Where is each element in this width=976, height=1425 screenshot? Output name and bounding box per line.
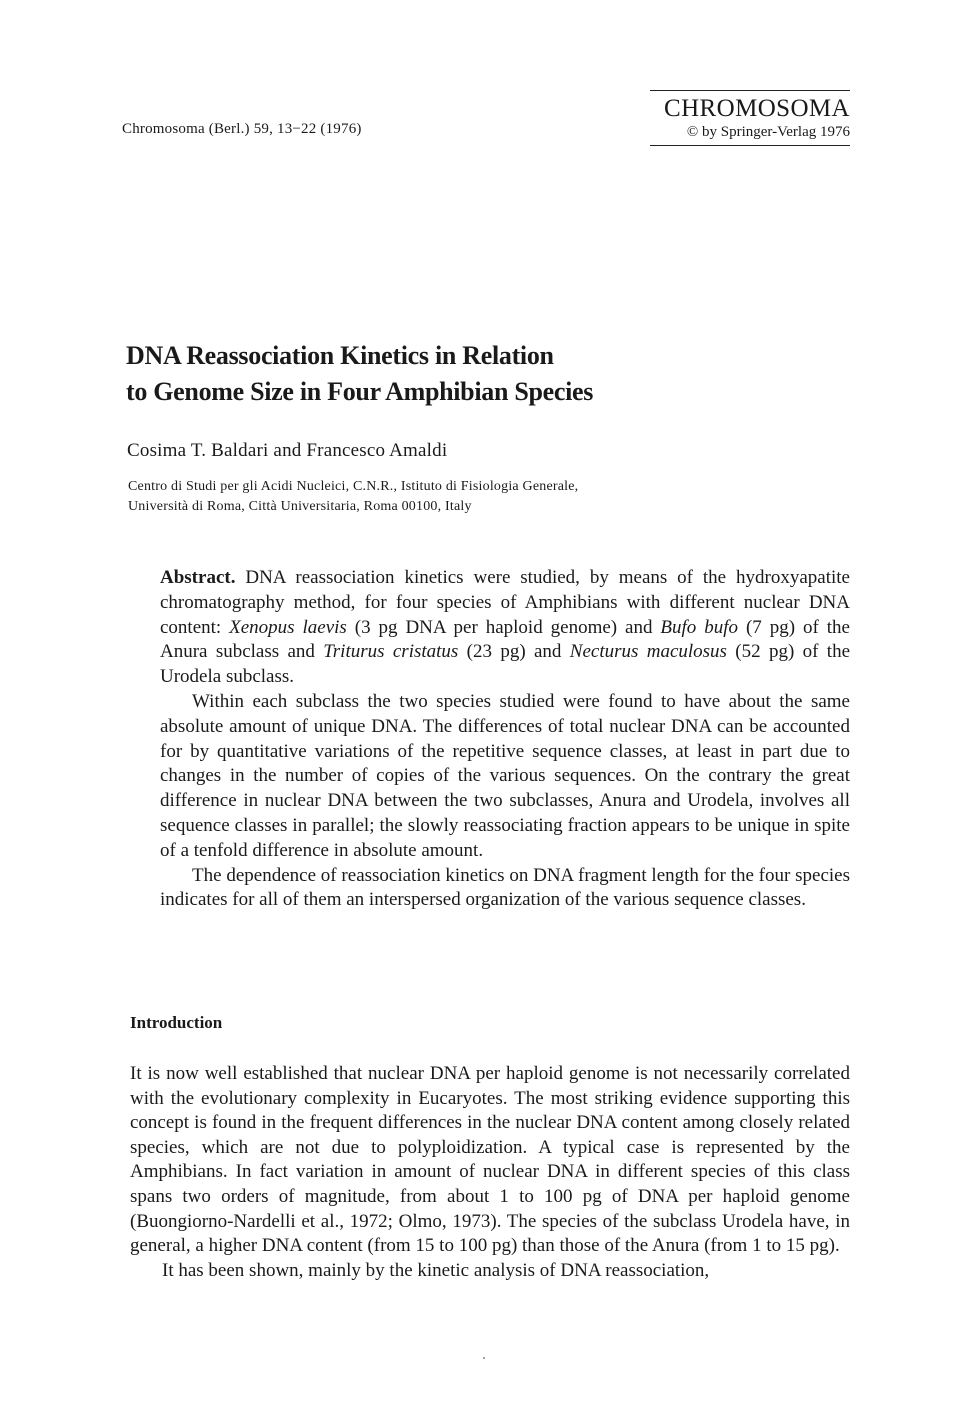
title-line-1: DNA Reassociation Kinetics in Relation	[126, 341, 554, 370]
affiliation-line-1: Centro di Studi per gli Acidi Nucleici, C.N.R., Istituto di Fisiologia Generale,	[128, 479, 579, 494]
introduction-paragraph-2: It has been shown, mainly by the kinetic analysis of DNA reassociation,	[162, 1259, 710, 1281]
abstract-paragraph-2: Within each subclass the two species studied were found to have about the same absolute amount of unique DNA. The differences of total nuclear DNA can be accounted for by quantitative variations of the repetitive sequence classes, at least in part due to changes in the number of copies of the various sequences. On the contrary the great difference in nuclear DNA between the two subclasses, Anura and Urodela, involves all sequence classes in parallel; the slowly reassociating fraction appears to be unique in spite of a tenfold difference in absolute amount.	[160, 690, 850, 861]
author-list: Cosima T. Baldari and Francesco Amaldi	[127, 440, 448, 461]
scan-speck	[483, 1357, 485, 1359]
introduction-body	[130, 1062, 850, 1283]
journal-citation: Chromosoma (Berl.) 59, 13−22 (1976)	[122, 121, 362, 137]
abstract-paragraph-1	[160, 566, 850, 690]
journal-masthead	[650, 90, 850, 146]
publisher-copyright: © by Springer-Verlag 1976	[686, 124, 850, 140]
section-heading-introduction: Introduction	[130, 1013, 223, 1032]
title-line-2: to Genome Size in Four Amphibian Species	[126, 377, 594, 406]
abstract-text: DNA reassociation kinetics were studied, by means of the hydroxyapatite chromatography method, for four species of Amphibians with different nuclear DNA content:	[160, 567, 850, 638]
species-name: Necturus maculosus	[569, 641, 727, 663]
affiliation-line-2: Università di Roma, Città Universitaria, Roma 00100, Italy	[128, 499, 472, 514]
species-name: Bufo bufo	[660, 616, 739, 638]
introduction-paragraph-1: It is now well established that nuclear DNA per haploid genome is not necessarily correlated with the evolutionary complexity in Eucaryotes. The most striking evidence supporting this concept is found in the frequent differences in the nuclear DNA content among closely related species, which are not due to polyploidization. A typical case is represented by the Amphibians. In fact variation in amount of nuclear DNA in different species of this class spans two orders of magnitude, from about 1 to 100 pg of DNA per haploid genome (Buongiorno-Nardelli et al., 1972; Olmo, 1973). The species of the subclass Urodela have, in general, a higher DNA content (from 15 to 100 pg) than those of the Anura (from 1 to 15 pg).	[130, 1063, 850, 1257]
abstract-text: (3 pg DNA per haploid genome) and	[346, 616, 661, 638]
author-affiliation	[128, 477, 578, 517]
abstract-text: (52 pg) of the Urodela subclass.	[160, 641, 851, 688]
journal-name: CHROMOSOMA	[664, 95, 850, 122]
species-name: Triturus cristatus	[323, 641, 459, 663]
paper-title	[126, 338, 846, 410]
abstract-label: Abstract.	[160, 567, 236, 588]
abstract-paragraph-3: The dependence of reassociation kinetics on DNA fragment length for the four species indicates for all of them an interspersed organization of the various sequence classes.	[160, 864, 850, 911]
abstract-text: (7 pg) of the Anura subclass and	[160, 616, 850, 663]
abstract	[160, 566, 850, 913]
species-name: Xenopus laevis	[229, 616, 347, 638]
abstract-text: (23 pg) and	[458, 641, 570, 663]
